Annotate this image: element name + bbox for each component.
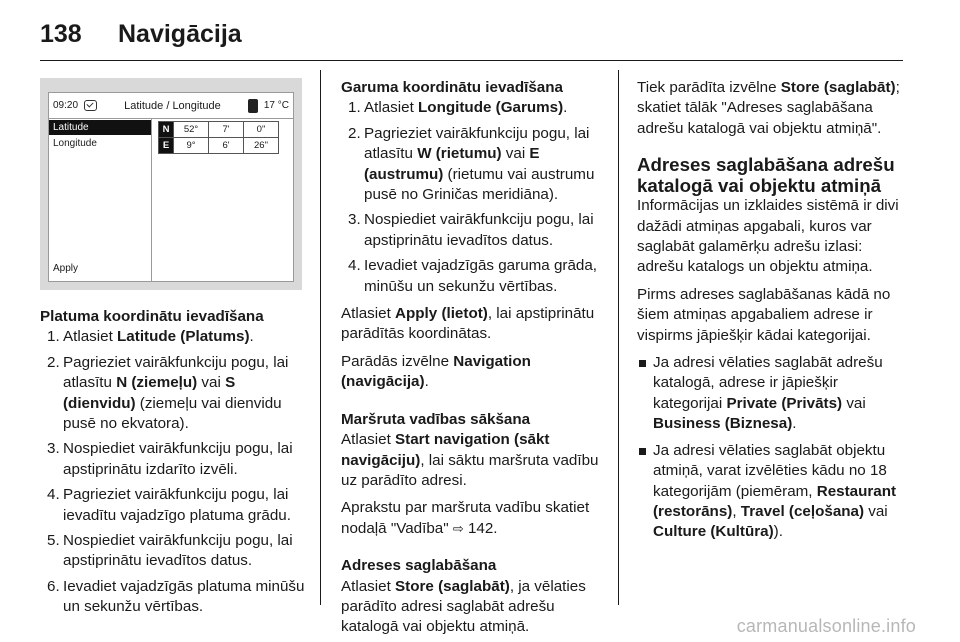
option-longitude: Longitude bbox=[53, 137, 97, 149]
list-item: 4. Ievadiet vajadzīgās garuma grāda, minūšu un sekunžu vērtības. bbox=[348, 257, 598, 295]
table-row bbox=[159, 138, 279, 154]
phone-icon bbox=[248, 99, 258, 113]
header-rule bbox=[40, 60, 903, 61]
paragraph: Informācijas un izklaides sistēmā ir divi dažādi atmiņas apgabali, kuros var saglabāt galamērķu adrešu izlasi: adrešu katalogs un objektu atmiņa. bbox=[637, 197, 899, 276]
list-item: 3. Nospiediet vairākfunkciju pogu, lai apstiprinātu izdarīto izvēli. bbox=[47, 440, 293, 478]
page-reference-arrow-icon: ⇨ bbox=[452, 520, 464, 536]
column-3 bbox=[637, 78, 903, 543]
watermark: carmanualsonline.info bbox=[736, 616, 916, 636]
list-item: 2. Pagrieziet vairākfunkciju pogu, lai atlasītu W (rietumu) vai E (austrumu) (rietumu vai austrumu pusē no Griničas meridiāna). bbox=[348, 124, 595, 204]
category-bullets bbox=[637, 353, 903, 543]
column-divider bbox=[618, 70, 619, 605]
page-number: 138 bbox=[40, 19, 82, 48]
display-screenshot bbox=[40, 78, 302, 290]
seconds-cell: 0" bbox=[244, 122, 279, 138]
paragraph: Pirms adreses saglabāšanas kādā no šiem atmiņas apgabaliem adrese ir vispirms jāpiešķir kādai kategorijai. bbox=[637, 285, 891, 344]
column-divider bbox=[320, 70, 321, 605]
route-guidance-heading: Maršruta vadības sākšana bbox=[341, 410, 531, 428]
list-item: 3. Nospiediet vairākfunkciju pogu, lai apstiprinātu ievadītos datus. bbox=[348, 211, 594, 249]
screen-clock: 09:20 bbox=[53, 99, 79, 111]
longitude-heading: Garuma koordinātu ievadīšana bbox=[341, 79, 563, 96]
hemisphere-cell: E bbox=[159, 138, 174, 154]
hemisphere-cell: N bbox=[159, 122, 174, 138]
option-apply: Apply bbox=[53, 263, 79, 274]
paragraph: Atlasiet Start navigation (sākt navigāciju), lai sāktu maršruta vadību uz parādīto adresi. bbox=[341, 431, 599, 489]
paragraph: Aprakstu par maršruta vadību skatiet nodaļā "Vadība" ⇨ 142. bbox=[341, 499, 590, 537]
degrees-cell: 52° bbox=[174, 122, 209, 138]
paragraph: Atlasiet Store (saglabāt), ja vēlaties parādīto adresi saglabāt adrešu katalogā vai objektu atmiņā. bbox=[341, 577, 586, 636]
list-item: Ja adresi vēlaties saglabāt adrešu katalogā, adrese ir jāpiešķir kategorijai Private (Privāts) vai Business (Biznesa). bbox=[637, 353, 903, 435]
bullet-icon bbox=[637, 441, 653, 543]
section-heading: Adreses saglabāšana adrešu katalogā vai objektu atmiņā bbox=[637, 154, 895, 197]
seconds-cell: 26" bbox=[244, 138, 279, 154]
navigation-icon bbox=[84, 100, 97, 111]
option-latitude: Latitude bbox=[49, 120, 151, 135]
list-item: 1. Atlasiet Longitude (Garums). bbox=[348, 99, 568, 117]
list-item: 1. Atlasiet Latitude (Platums). bbox=[47, 328, 254, 346]
list-item: Ja adresi vēlaties saglabāt objektu atmiņā, varat izvēlēties kādu no 18 kategorijām (piemēram, Restaurant (restorāns), Travel (ceļošana) vai Culture (Kultūra)). bbox=[637, 441, 903, 543]
bullet-icon bbox=[637, 353, 653, 435]
paragraph: Parādās izvēlne Navigation (navigācija). bbox=[341, 352, 531, 391]
screen-temperature: 17 °C bbox=[263, 99, 289, 111]
list-item: 6. Ievadiet vajadzīgās platuma minūšu un sekunžu vērtības. bbox=[47, 577, 305, 616]
table-row bbox=[159, 122, 279, 138]
paragraph: Tiek parādīta izvēlne Store (saglabāt); skatiet tālāk "Adreses saglabāšana adrešu katalogā vai objektu atmiņā". bbox=[637, 79, 900, 137]
page-header bbox=[40, 14, 242, 54]
latitude-heading: Platuma koordinātu ievadīšana bbox=[40, 308, 264, 325]
list-item: 2. Pagrieziet vairākfunkciju pogu, lai atlasītu N (ziemeļu) vai S (dienvidu) (ziemeļu vai dienvidu pusē no ekvatora). bbox=[47, 353, 289, 433]
longitude-steps bbox=[341, 98, 604, 297]
list-item: 5. Nospiediet vairākfunkciju pogu, lai apstiprinātu ievadītos datus. bbox=[47, 532, 293, 570]
store-address-heading: Adreses saglabāšana bbox=[341, 557, 497, 575]
column-2 bbox=[341, 78, 604, 638]
column-1 bbox=[40, 78, 306, 618]
list-item: 4. Pagrieziet vairākfunkciju pogu, lai ievadītu vajadzīgo platuma grādu. bbox=[47, 486, 291, 524]
degrees-cell: 9° bbox=[174, 138, 209, 154]
latitude-steps bbox=[40, 327, 306, 617]
paragraph: Atlasiet Apply (lietot), lai apstiprinātu parādītās koordinātas. bbox=[341, 305, 595, 343]
minutes-cell: 6' bbox=[209, 138, 244, 154]
minutes-cell: 7' bbox=[209, 122, 244, 138]
coordinate-table bbox=[158, 121, 279, 154]
page-title: Navigācija bbox=[118, 19, 242, 48]
screen-title: Latitude / Longitude bbox=[124, 99, 221, 112]
